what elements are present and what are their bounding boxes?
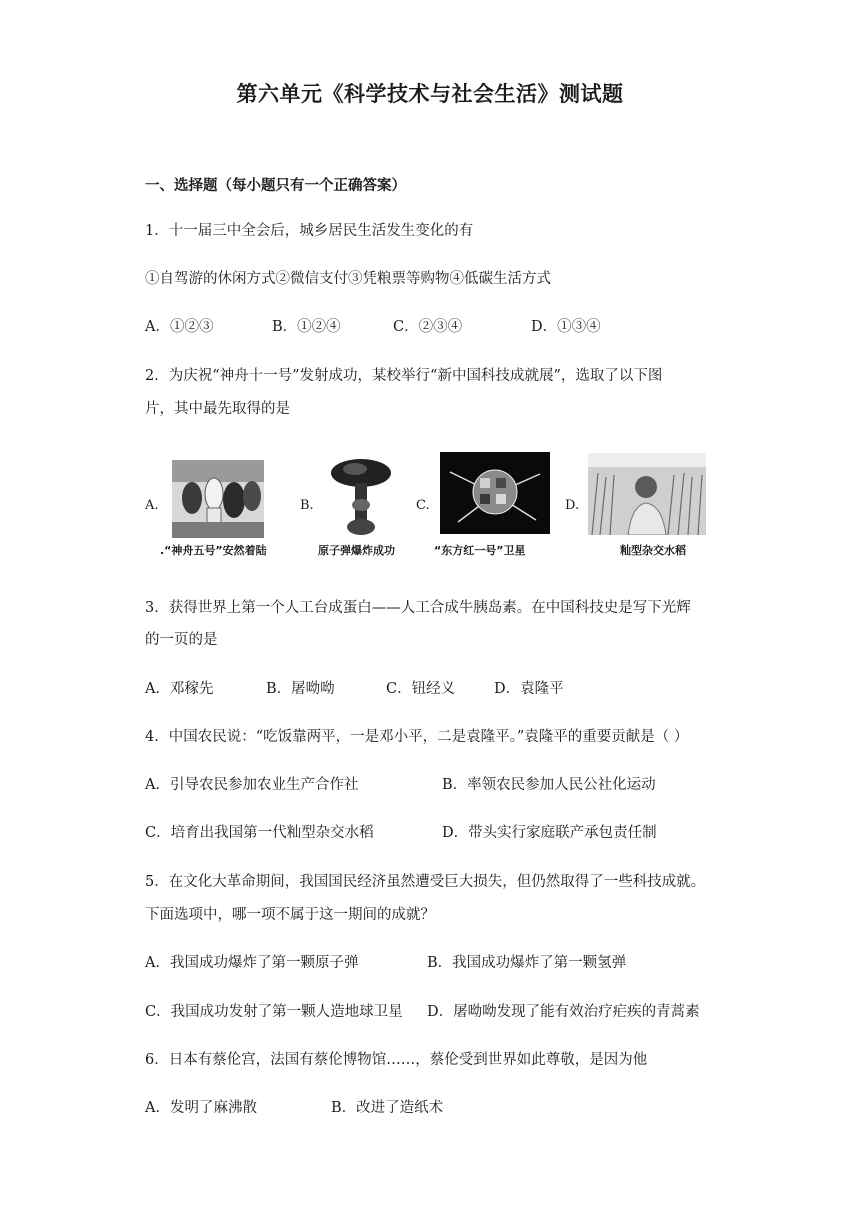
- question-6-stem: 6．日本有蔡伦宫，法国有蔡伦博物馆……，蔡伦受到世界如此尊敬，是因为他: [145, 1052, 648, 1068]
- question-1-stem: 1．十一届三中全会后，城乡居民生活发生变化的有: [145, 223, 474, 239]
- question-5-stem-line1: 5．在文化大革命期间，我国国民经济虽然遭受巨大损失，但仍然取得了一些科技成就。: [145, 874, 706, 890]
- q4-option-b: B．率领农民参加人民公社化运动: [442, 777, 656, 793]
- q2-image-b-label: B.: [300, 498, 314, 513]
- question-3-stem-line1: 3．获得世界上第一个人工台成蛋白——人工合成牛胰岛素。在中国科技史是写下光辉: [145, 600, 691, 616]
- q2-image-d-label: D.: [565, 498, 580, 513]
- section-heading: 一、选择题（每小题只有一个正确答案）: [145, 177, 406, 194]
- q1-option-d: D．①③④: [531, 319, 601, 335]
- q3-option-b: B．屠呦呦: [266, 681, 335, 697]
- question-1-items: ①自驾游的休闲方式②微信支付③凭粮票等购物④低碳生活方式: [145, 271, 551, 287]
- q2-image-c-caption: “东方红一号”卫星: [434, 544, 526, 557]
- q4-option-d: D．带头实行家庭联产承包责任制: [442, 825, 657, 841]
- q5-option-d: D．屠呦呦发现了能有效治疗疟疾的青蒿素: [427, 1004, 700, 1020]
- q5-option-a: A．我国成功爆炸了第一颗原子弹: [145, 955, 359, 971]
- q2-image-a-caption: .“神舟五号”安然着陆: [160, 544, 267, 557]
- q2-image-d-caption: 籼型杂交水稻: [620, 544, 686, 557]
- question-2-stem-line2: 片，其中最先取得的是: [145, 401, 290, 417]
- question-2-stem-line1: 2．为庆祝“神舟十一号”发射成功，某校举行“新中国科技成就展”，选取了以下图: [145, 368, 663, 384]
- q5-option-b: B．我国成功爆炸了第一颗氢弹: [427, 955, 627, 971]
- q2-image-c-label: C.: [416, 498, 430, 513]
- q4-option-a: A．引导农民参加农业生产合作社: [145, 777, 359, 793]
- q6-option-a: A．发明了麻沸散: [145, 1100, 257, 1116]
- q3-option-c: C．钮经义: [386, 681, 456, 697]
- q1-option-b: B．①②④: [272, 319, 341, 335]
- q5-option-c: C．我国成功发射了第一颗人造地球卫星: [145, 1004, 403, 1020]
- atomic-explosion-photo: [325, 455, 397, 537]
- q2-image-b-caption: 原子弹爆炸成功: [318, 544, 395, 557]
- hybrid-rice-photo: [588, 453, 706, 535]
- q3-option-a: A．邓稼先: [145, 681, 214, 697]
- q6-option-b: B．改进了造纸术: [331, 1100, 444, 1116]
- q1-option-c: C．②③④: [393, 319, 463, 335]
- astronaut-landing-photo: [172, 460, 264, 538]
- document-title: 第六单元《科学技术与社会生活》测试题: [236, 81, 624, 106]
- question-5-stem-line2: 下面选项中，哪一项不属于这一期间的成就？: [145, 907, 435, 923]
- q3-option-d: D．袁隆平: [494, 681, 564, 697]
- question-3-stem-line2: 的一页的是: [145, 632, 218, 648]
- q1-option-a: A．①②③: [145, 319, 214, 335]
- satellite-photo: [440, 452, 550, 534]
- q4-option-c: C．培育出我国第一代籼型杂交水稻: [145, 825, 374, 841]
- question-4-stem: 4．中国农民说：“吃饭靠两平，一是邓小平，二是袁隆平。”袁隆平的重要贡献是（ ）: [145, 729, 689, 745]
- q2-image-a-label: A.: [145, 498, 159, 513]
